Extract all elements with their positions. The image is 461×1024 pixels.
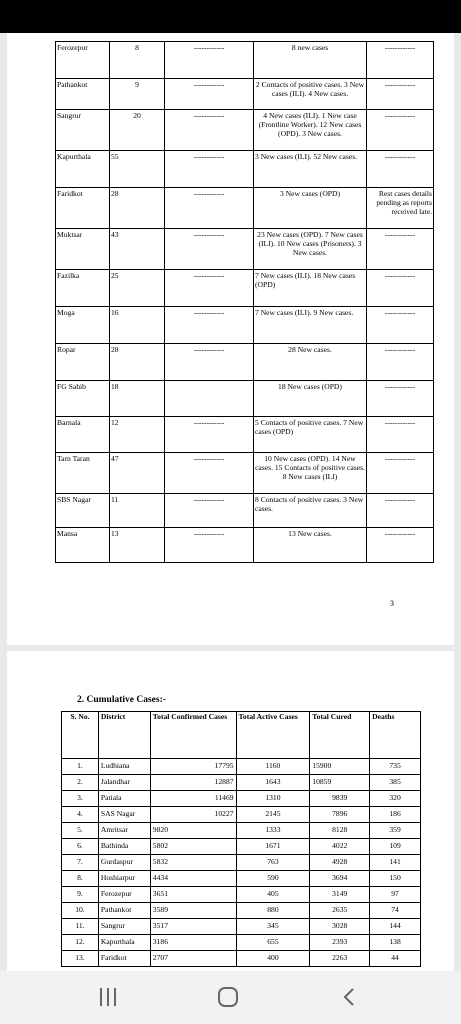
table-cell-active: 880 xyxy=(236,903,310,919)
table-cell-active: 655 xyxy=(236,935,310,951)
table-cell-sno: 10. xyxy=(62,903,99,919)
table-cell-sno: 6. xyxy=(62,839,99,855)
table-cell-confirmed: 3589 xyxy=(150,903,236,919)
header-deaths: Deaths xyxy=(370,712,421,759)
table-cell-cured: 3028 xyxy=(310,919,370,935)
table-cell-deaths: 359 xyxy=(370,823,421,839)
table-cell-confirmed: 9820 xyxy=(150,823,236,839)
table-cell-sno: 9. xyxy=(62,887,99,903)
cumulative-cases-table xyxy=(61,711,421,967)
table-row: Mansa 13 ------------ 13 New cases. ------------ xyxy=(56,528,434,563)
table-cell-district: Ludhiana xyxy=(98,759,150,775)
table-row: Sangrur 20 ------------ 4 New cases (ILI). 1 New case (Frontline Worker). 12 New cases (OPD). 3 New cases. ------------ xyxy=(56,110,434,151)
table-cell-active: 1671 xyxy=(236,839,310,855)
table-row: Ferozepur 8 ------------ 8 new cases ------------ xyxy=(56,42,434,79)
table-cell-confirmed: 3186 xyxy=(150,935,236,951)
back-icon[interactable] xyxy=(340,986,360,1008)
table-cell-active: 2145 xyxy=(236,807,310,823)
status-bar xyxy=(0,0,461,33)
table-cell-cured: 4022 xyxy=(310,839,370,855)
table-row xyxy=(62,759,421,775)
table-row xyxy=(62,855,421,871)
table-cell-confirmed: 2707 xyxy=(150,951,236,967)
header-active: Total Active Cases xyxy=(236,712,310,759)
table-row: Faridkot 28 ------------ 3 New cases (OPD) Rest cases details pending as reports received late. xyxy=(56,188,434,229)
table-cell-confirmed: 5802 xyxy=(150,839,236,855)
table-cell-active: 1160 xyxy=(236,759,310,775)
table-row: Kapurthala 55 ------------ 3 New cases (ILI). 52 New cases. ------------ xyxy=(56,151,434,188)
table-cell-cured: 3694 xyxy=(310,871,370,887)
table-row xyxy=(62,903,421,919)
table-cell-sno: 8. xyxy=(62,871,99,887)
table-row xyxy=(62,919,421,935)
table-cell-district: Gurdaspur xyxy=(98,855,150,871)
table-cell-deaths: 138 xyxy=(370,935,421,951)
table-cell-active: 400 xyxy=(236,951,310,967)
table-cell-cured: 2393 xyxy=(310,935,370,951)
table-row xyxy=(62,887,421,903)
table-cell-cured: 7896 xyxy=(310,807,370,823)
header-district: District xyxy=(98,712,150,759)
table-cell-cured: 2635 xyxy=(310,903,370,919)
table-row: Ropar 28 ------------ 28 New cases. ------------ xyxy=(56,344,434,381)
table-cell-deaths: 97 xyxy=(370,887,421,903)
home-icon[interactable] xyxy=(218,987,238,1007)
table-cell-confirmed: 12887 xyxy=(150,775,236,791)
header-cured: Total Cured xyxy=(310,712,370,759)
table-cell-cured: 9839 xyxy=(310,791,370,807)
table-row: Muktsar 43 ------------ 23 New cases (OPD). 7 New cases (ILI). 10 New cases (Prisoners). 3 New cases. ------------ xyxy=(56,229,434,270)
daily-cases-table xyxy=(55,41,434,563)
table-cell-deaths: 735 xyxy=(370,759,421,775)
table-cell-cured: 10859 xyxy=(310,775,370,791)
table-cell-deaths: 44 xyxy=(370,951,421,967)
table-cell-confirmed: 17795 xyxy=(150,759,236,775)
table-row xyxy=(62,775,421,791)
table-cell-district: Pathankot xyxy=(98,903,150,919)
table-cell-district: Kapurthala xyxy=(98,935,150,951)
table-cell-active: 1643 xyxy=(236,775,310,791)
table-cell-confirmed: 11469 xyxy=(150,791,236,807)
table-cell-active: 1333 xyxy=(236,823,310,839)
table-cell-sno: 1. xyxy=(62,759,99,775)
table-cell-district: Faridkot xyxy=(98,951,150,967)
table-cell-district: SAS Nagar xyxy=(98,807,150,823)
table-cell-deaths: 385 xyxy=(370,775,421,791)
table-row xyxy=(62,871,421,887)
table-cell-active: 590 xyxy=(236,871,310,887)
table-cell-confirmed: 3651 xyxy=(150,887,236,903)
table-cell-sno: 2. xyxy=(62,775,99,791)
table-cell-district: Jalandhar xyxy=(98,775,150,791)
table-cell-active: 1310 xyxy=(236,791,310,807)
table-cell-district: Hoshiarpur xyxy=(98,871,150,887)
table-cell-sno: 7. xyxy=(62,855,99,871)
table-row xyxy=(62,951,421,967)
header-confirmed: Total Confirmed Cases xyxy=(150,712,236,759)
table-row xyxy=(62,935,421,951)
table-cell-active: 763 xyxy=(236,855,310,871)
table-row: SBS Nagar 11 ------------ 8 Contacts of positive cases. 3 New cases. ------------ xyxy=(56,494,434,528)
table-cell-sno: 11. xyxy=(62,919,99,935)
table-row xyxy=(62,791,421,807)
table-cell-confirmed: 3517 xyxy=(150,919,236,935)
table-cell-active: 345 xyxy=(236,919,310,935)
table-cell-sno: 12. xyxy=(62,935,99,951)
table-cell-cured: 8128 xyxy=(310,823,370,839)
table-cell-deaths: 320 xyxy=(370,791,421,807)
document-page-1 xyxy=(7,33,454,645)
table-cell-confirmed: 10227 xyxy=(150,807,236,823)
table-cell-deaths: 186 xyxy=(370,807,421,823)
table-cell-cured: 15900 xyxy=(310,759,370,775)
table-cell-sno: 4. xyxy=(62,807,99,823)
table-cell-district: Amritsar xyxy=(98,823,150,839)
table-cell-sno: 5. xyxy=(62,823,99,839)
table-row xyxy=(62,807,421,823)
table-row: Moga 16 ------------ 7 New cases (ILI). 9 New cases. ------------ xyxy=(56,307,434,344)
table-row: Pathankot 9 ------------ 2 Contacts of positive cases. 3 New cases (ILI). 4 New cases. ------------ xyxy=(56,79,434,110)
table-cell-district: Ferozepur xyxy=(98,887,150,903)
table-row xyxy=(62,823,421,839)
table-cell-cured: 2263 xyxy=(310,951,370,967)
navigation-bar xyxy=(0,971,461,1024)
table-cell-sno: 3. xyxy=(62,791,99,807)
table-cell-deaths: 144 xyxy=(370,919,421,935)
document-page-2 xyxy=(7,651,454,971)
header-sno: S. No. xyxy=(62,712,99,759)
table-cell-district: Sangrur xyxy=(98,919,150,935)
section-title: 2. Cumulative Cases:- xyxy=(77,695,166,705)
table-cell-active: 405 xyxy=(236,887,310,903)
table-row: FG Sahib 18 18 New cases (OPD) ------------ xyxy=(56,381,434,417)
table-cell-sno: 13. xyxy=(62,951,99,967)
table-cell-deaths: 141 xyxy=(370,855,421,871)
table-cell-district: Patiala xyxy=(98,791,150,807)
table-cell-deaths: 150 xyxy=(370,871,421,887)
table-row: Barnala 12 ------------ 5 Contacts of positive cases. 7 New cases (OPD) ------------ xyxy=(56,417,434,453)
table-header-row xyxy=(62,712,421,759)
table-cell-district: Bathinda xyxy=(98,839,150,855)
table-row: Tarn Taran 47 ------------ 10 New cases (OPD). 14 New cases. 15 Contacts of positive cases. 8 New cases (ILI) ------------ xyxy=(56,453,434,494)
table-cell-deaths: 74 xyxy=(370,903,421,919)
table-cell-deaths: 109 xyxy=(370,839,421,855)
recent-apps-icon[interactable] xyxy=(99,988,119,1006)
table-cell-confirmed: 5832 xyxy=(150,855,236,871)
table-row xyxy=(62,839,421,855)
table-cell-confirmed: 4434 xyxy=(150,871,236,887)
table-cell-cured: 4928 xyxy=(310,855,370,871)
page-number: 3 xyxy=(390,599,394,608)
table-cell-cured: 3149 xyxy=(310,887,370,903)
table-row: Fazilka 25 ------------ 7 New cases (ILI). 18 New cases (OPD) ------------ xyxy=(56,270,434,307)
